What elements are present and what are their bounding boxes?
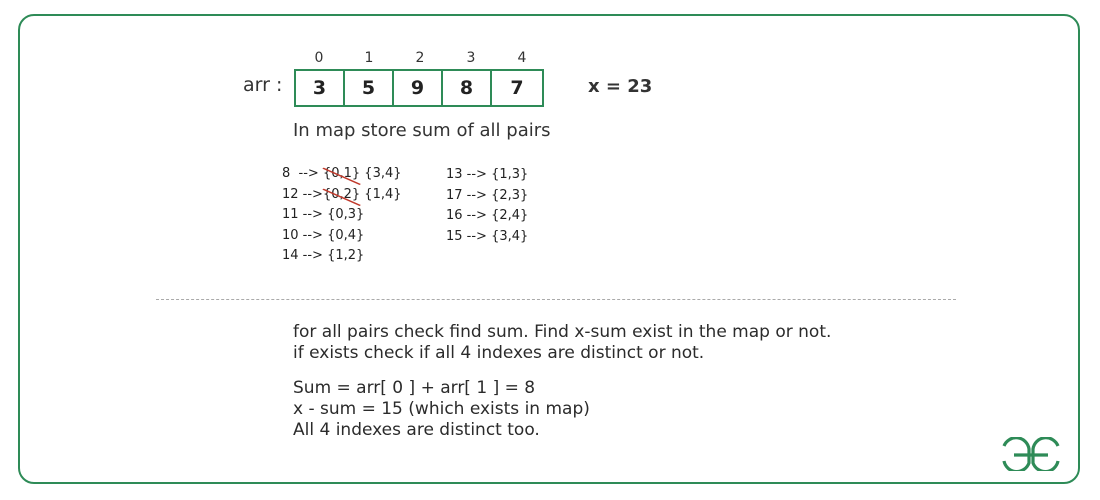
map-pair: {2,3} [486, 187, 529, 203]
struck-pair: {0,1} [323, 164, 360, 185]
map-entry [282, 205, 402, 226]
map-list-left [282, 164, 402, 267]
array-index: 1 [364, 50, 374, 66]
array-cell: 9 [394, 71, 443, 105]
map-key: 14 --> [282, 248, 323, 263]
map-entry [282, 164, 402, 185]
explanation-line: for all pairs check find sum. Find x-sum exist in the map or not. [293, 322, 832, 342]
map-pair: {1,3} [486, 167, 529, 182]
map-pair: {0,3} [322, 207, 365, 222]
array-cell: 5 [345, 71, 394, 105]
strike-mark [323, 185, 360, 206]
map-entry [446, 186, 528, 207]
explanation-text [293, 322, 831, 364]
map-key: 15 --> [446, 228, 487, 244]
map-entry [282, 226, 402, 247]
array-cells [294, 69, 544, 107]
map-key: 16 --> [446, 208, 487, 223]
array-cell: 7 [510, 77, 524, 99]
map-entry [282, 185, 402, 206]
gfg-logo-icon [1000, 437, 1062, 471]
array-label: arr : [243, 74, 283, 96]
strike-mark [323, 164, 360, 185]
map-key: 17 --> [446, 187, 487, 203]
example-line: All 4 indexes are distinct too. [293, 420, 540, 440]
target-sum: x = 23 [588, 76, 653, 97]
array-index: 3 [466, 50, 476, 66]
map-list-right [446, 165, 528, 247]
explanation-line: if exists check if all 4 indexes are distinct or not. [293, 343, 705, 363]
map-pair: {1,4} [360, 186, 402, 202]
array-index: 0 [314, 50, 324, 66]
map-heading: In map store sum of all pairs [293, 120, 551, 141]
array-cell: 8 [443, 71, 492, 105]
map-key: 12 --> [282, 186, 323, 202]
map-key: 8 --> [282, 166, 319, 181]
map-pair: {3,4} [360, 166, 402, 181]
map-pair: {0,4} [322, 227, 365, 243]
struck-pair: {0,2} [323, 185, 360, 206]
map-key: 11 --> [282, 207, 323, 222]
map-entry [282, 246, 402, 267]
section-divider [156, 299, 956, 300]
map-pair: {2,4} [486, 208, 529, 223]
map-key: 13 --> [446, 167, 487, 182]
map-entry [446, 165, 528, 186]
example-text [293, 378, 590, 441]
map-pair: {1,2} [322, 248, 365, 263]
example-line: Sum = arr[ 0 ] + arr[ 1 ] = 8 [293, 378, 536, 398]
map-pair: {3,4} [486, 228, 529, 244]
map-key: 10 --> [282, 227, 323, 243]
map-entry [446, 227, 528, 248]
example-line: x - sum = 15 (which exists in map) [293, 399, 590, 419]
array-index: 4 [517, 50, 527, 66]
array-index: 2 [415, 50, 425, 66]
array-cell: 3 [296, 71, 345, 105]
map-entry [446, 206, 528, 227]
